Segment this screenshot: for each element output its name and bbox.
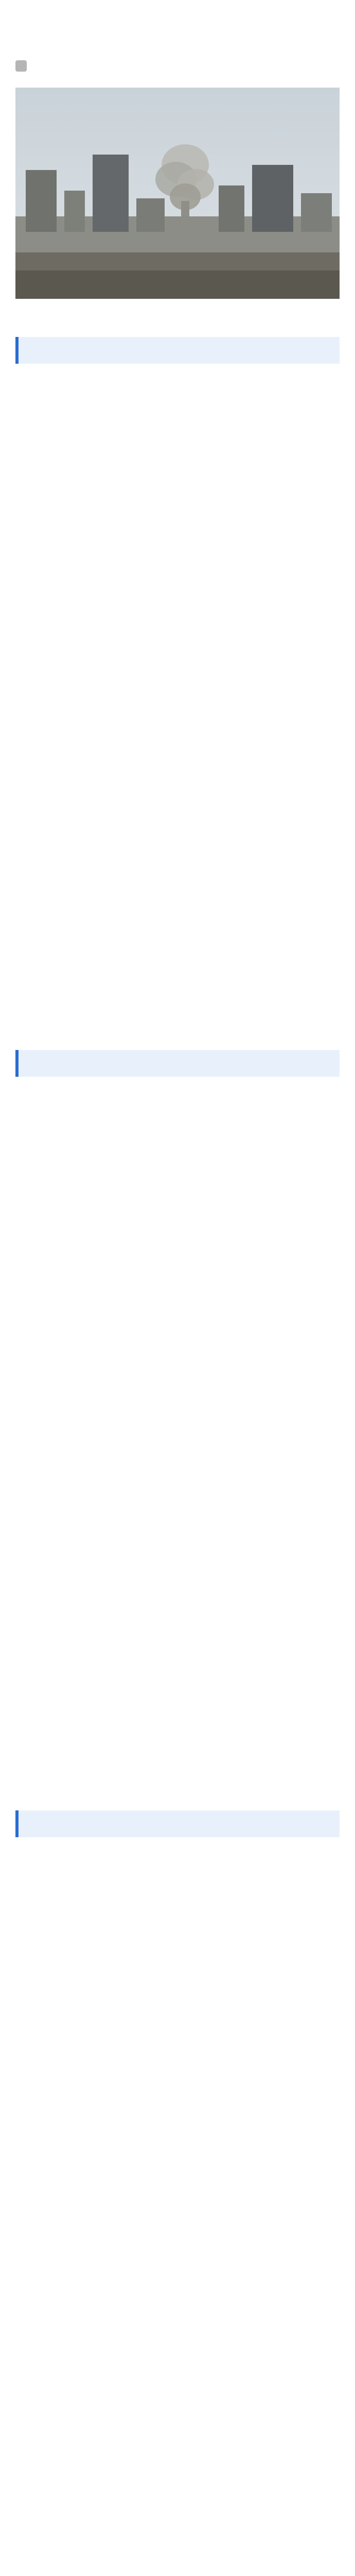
paragraph	[15, 2347, 340, 2513]
section-accent-bar	[15, 337, 19, 364]
byline-source[interactable]	[82, 60, 123, 72]
section-heading-text	[26, 343, 180, 358]
section-accent-bar	[15, 1810, 19, 1837]
section-accent-bar	[15, 1050, 19, 1077]
section-heading-2	[15, 1050, 340, 1077]
paragraph	[15, 960, 340, 1031]
byline-author[interactable]	[34, 60, 75, 72]
hero-image	[15, 88, 340, 299]
hero-caption	[15, 303, 340, 318]
paragraph	[15, 755, 340, 945]
paragraph	[15, 1090, 340, 1114]
paragraph	[15, 377, 340, 519]
section-heading-3	[15, 1810, 340, 1837]
paragraph	[15, 2119, 340, 2332]
section-heading-1	[15, 337, 340, 364]
section-heading-text	[26, 1056, 180, 1071]
paragraph	[15, 1516, 340, 1634]
hero-photo-illustration	[15, 88, 340, 299]
paragraph	[15, 1650, 340, 1792]
section-heading-text	[26, 1816, 180, 1832]
paragraph	[15, 1129, 340, 1319]
paragraph	[15, 1851, 340, 1945]
article-title	[15, 19, 340, 47]
paragraph	[15, 574, 340, 740]
byline-date	[131, 60, 234, 72]
paragraph	[15, 1334, 340, 1500]
paragraph	[15, 535, 340, 558]
paragraph	[15, 2529, 340, 2576]
paragraph	[15, 1961, 340, 2103]
source-avatar-icon	[15, 60, 27, 72]
byline	[15, 57, 340, 75]
